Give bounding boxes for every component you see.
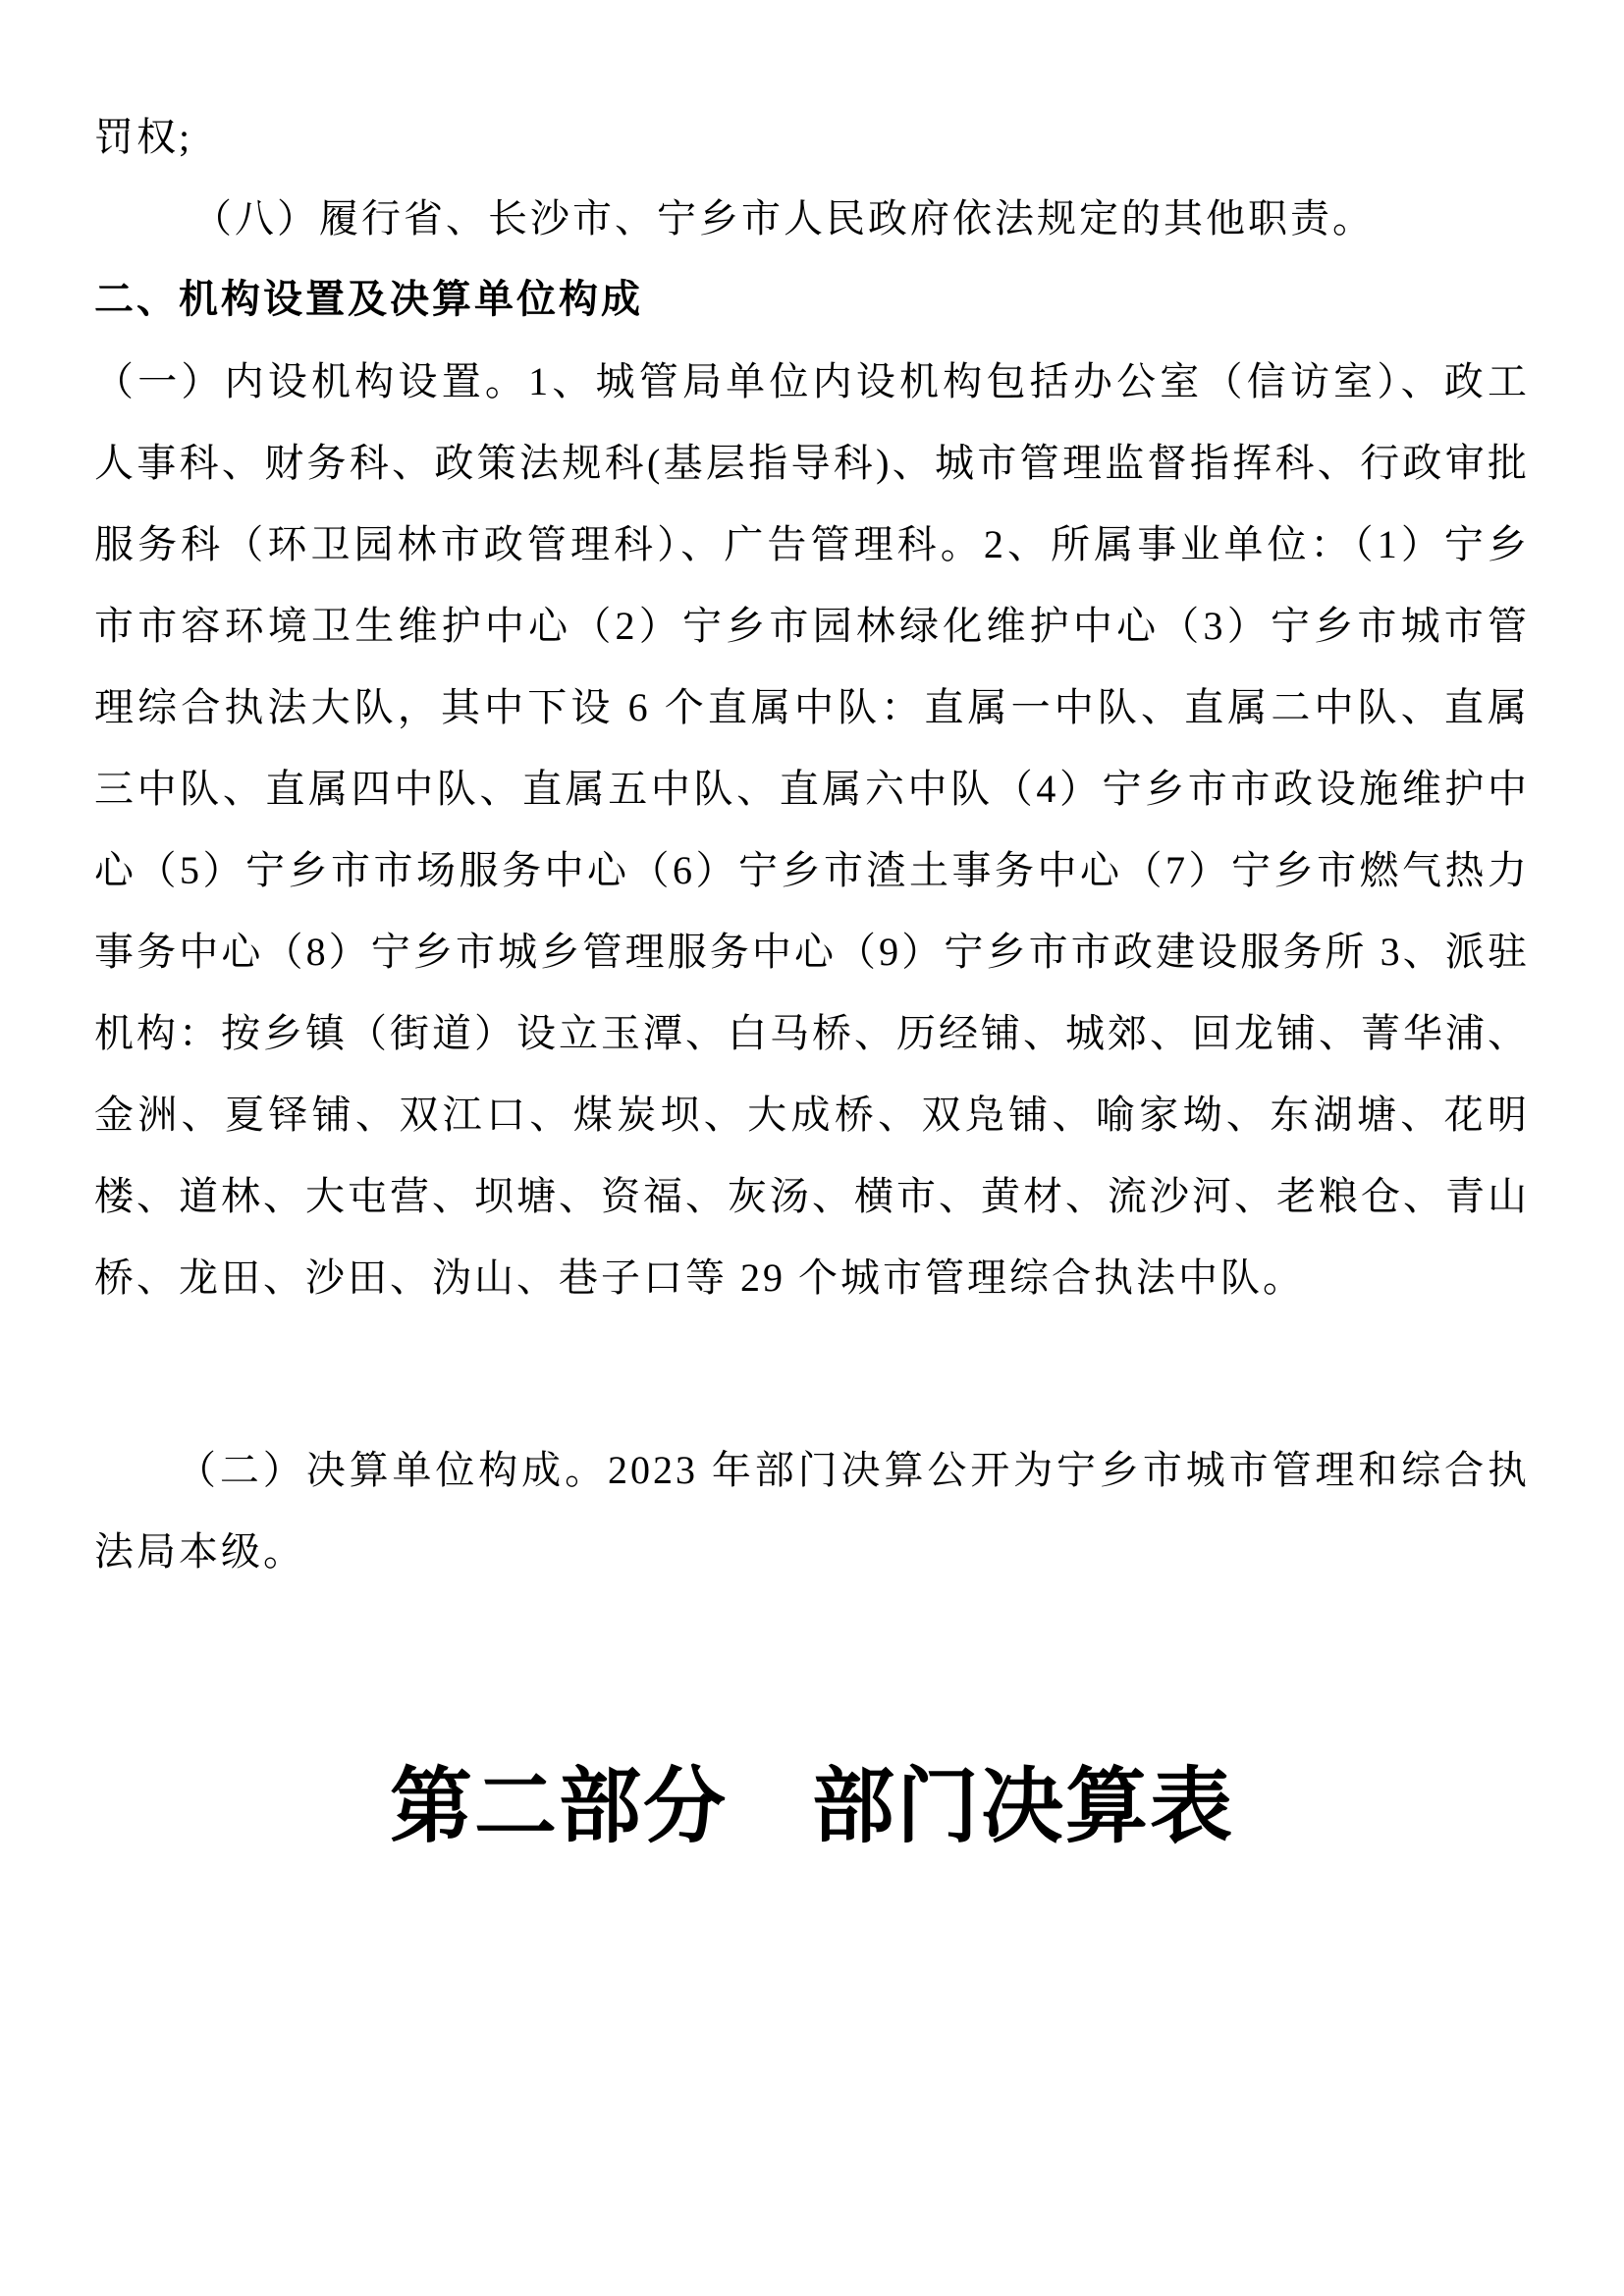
part-two-title: 第二部分 部门决算表 [389,1762,1234,1853]
continued-line: 罚权; [94,115,193,159]
duty-item-8: （八）履行省、长沙市、宁乡市人民政府依法规定的其他职责。 [192,196,1375,240]
paragraph-internal-org-setup: （一）内设机构设置。1、城管局单位内设机构包括办公室（信访室）、政工人事科、财务科、政策法规科(基层指导科)、城市管理监督指挥科、行政审批服务科（环卫园林市政管理科）、广告管理科。2、所属事业单位：（1）宁乡市市容环境卫生维护中心（2）宁乡市园林绿化维护中心（3）宁乡市城市管理综合执法大队，其中下设 6 个直属中队：直属一中队、直属二中队、直属三中队、直属四中队、直属五中队、直属六中队（4）宁乡市市政设施维护中心（5）宁乡市市场服务中心（6）宁乡市渣土事务中心（7）宁乡市燃气热力事务中心（8）宁乡市城乡管理服务中心（9）宁乡市市政建设服务所 3、派驻机构：按乡镇（街道）设立玉潭、白马桥、历经铺、城郊、回龙铺、菁华浦、金洲、夏铎铺、双江口、煤炭坝、大成桥、双凫铺、喻家坳、东湖塘、花明楼、道林、大屯营、坝塘、资福、灰汤、横市、黄材、流沙河、老粮仓、青山桥、龙田、沙田、沩山、巷子口等 29 个城市管理综合执法中队。 [94,359,1530,1300]
paragraph-unit-composition: （二）决算单位构成。2023 年部门决算公开为宁乡市城市管理和综合执法局本级。 [94,1448,1530,1574]
section-heading-org-setup: 二、机构设置及决算单位构成 [94,278,643,321]
